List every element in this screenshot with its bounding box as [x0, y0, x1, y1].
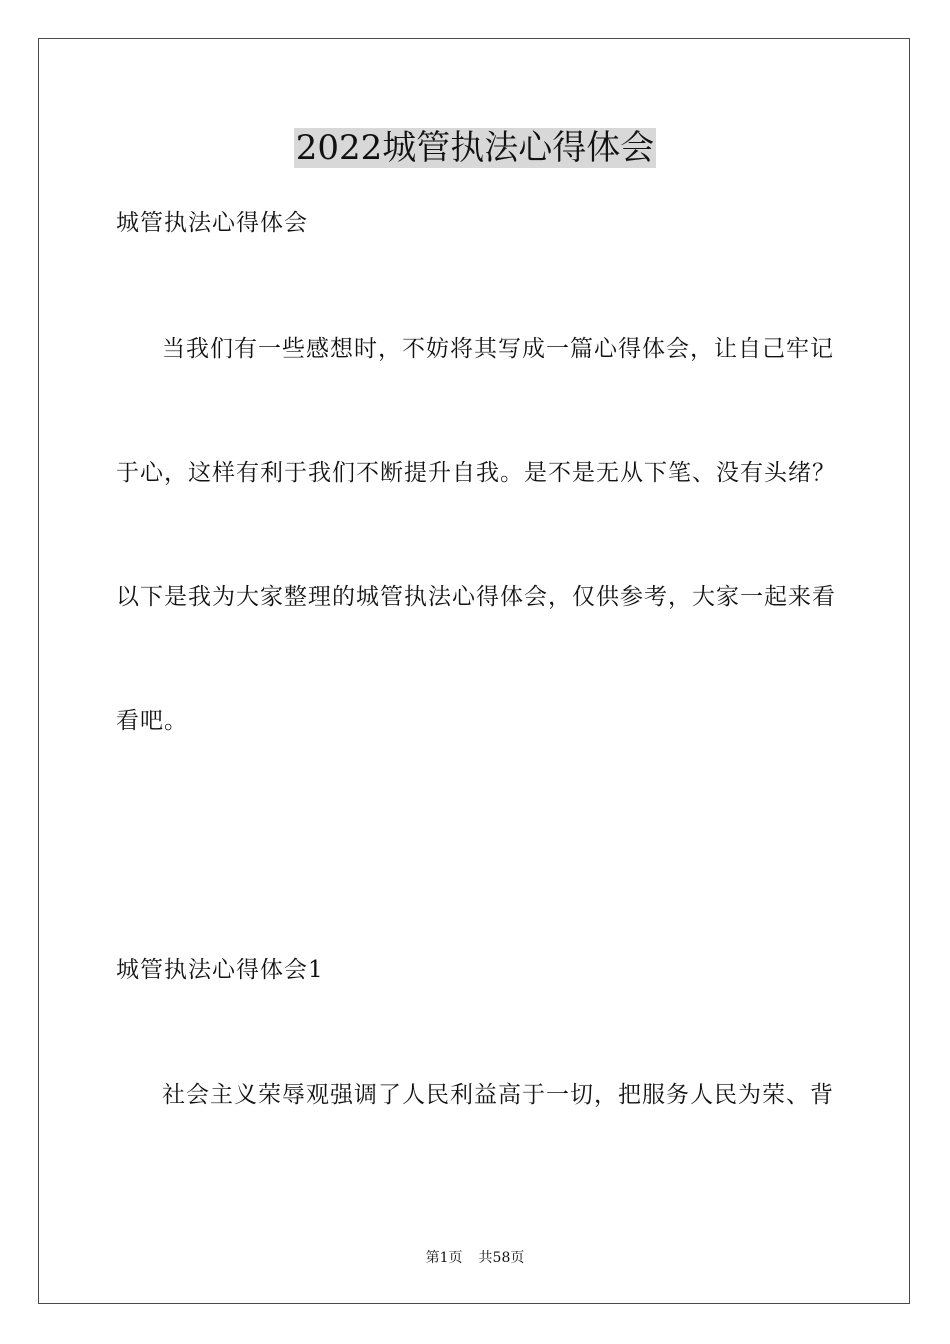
paragraph-line: 社会主义荣辱观强调了人民利益高于一切，把服务人民为荣、背 — [162, 1082, 834, 1108]
page-number: 第1页 — [425, 1250, 463, 1266]
paragraph-line: 看吧。 — [116, 708, 188, 734]
page-footer — [0, 1249, 950, 1267]
section-heading: 城管执法心得体会1 — [116, 957, 324, 983]
paragraph-line: 以下是我为大家整理的城管执法心得体会，仅供参考，大家一起来看 — [116, 584, 836, 610]
page-total: 共58页 — [478, 1250, 525, 1266]
paragraph-line: 于心，这样有利于我们不断提升自我。是不是无从下笔、没有头绪？ — [116, 460, 836, 486]
paragraph-line: 当我们有一些感想时，不妨将其写成一篇心得体会，让自己牢记 — [162, 336, 834, 362]
document-title-text: 2022城管执法心得体会 — [295, 128, 655, 168]
document-subtitle: 城管执法心得体会 — [116, 210, 308, 236]
document-title — [0, 126, 950, 170]
